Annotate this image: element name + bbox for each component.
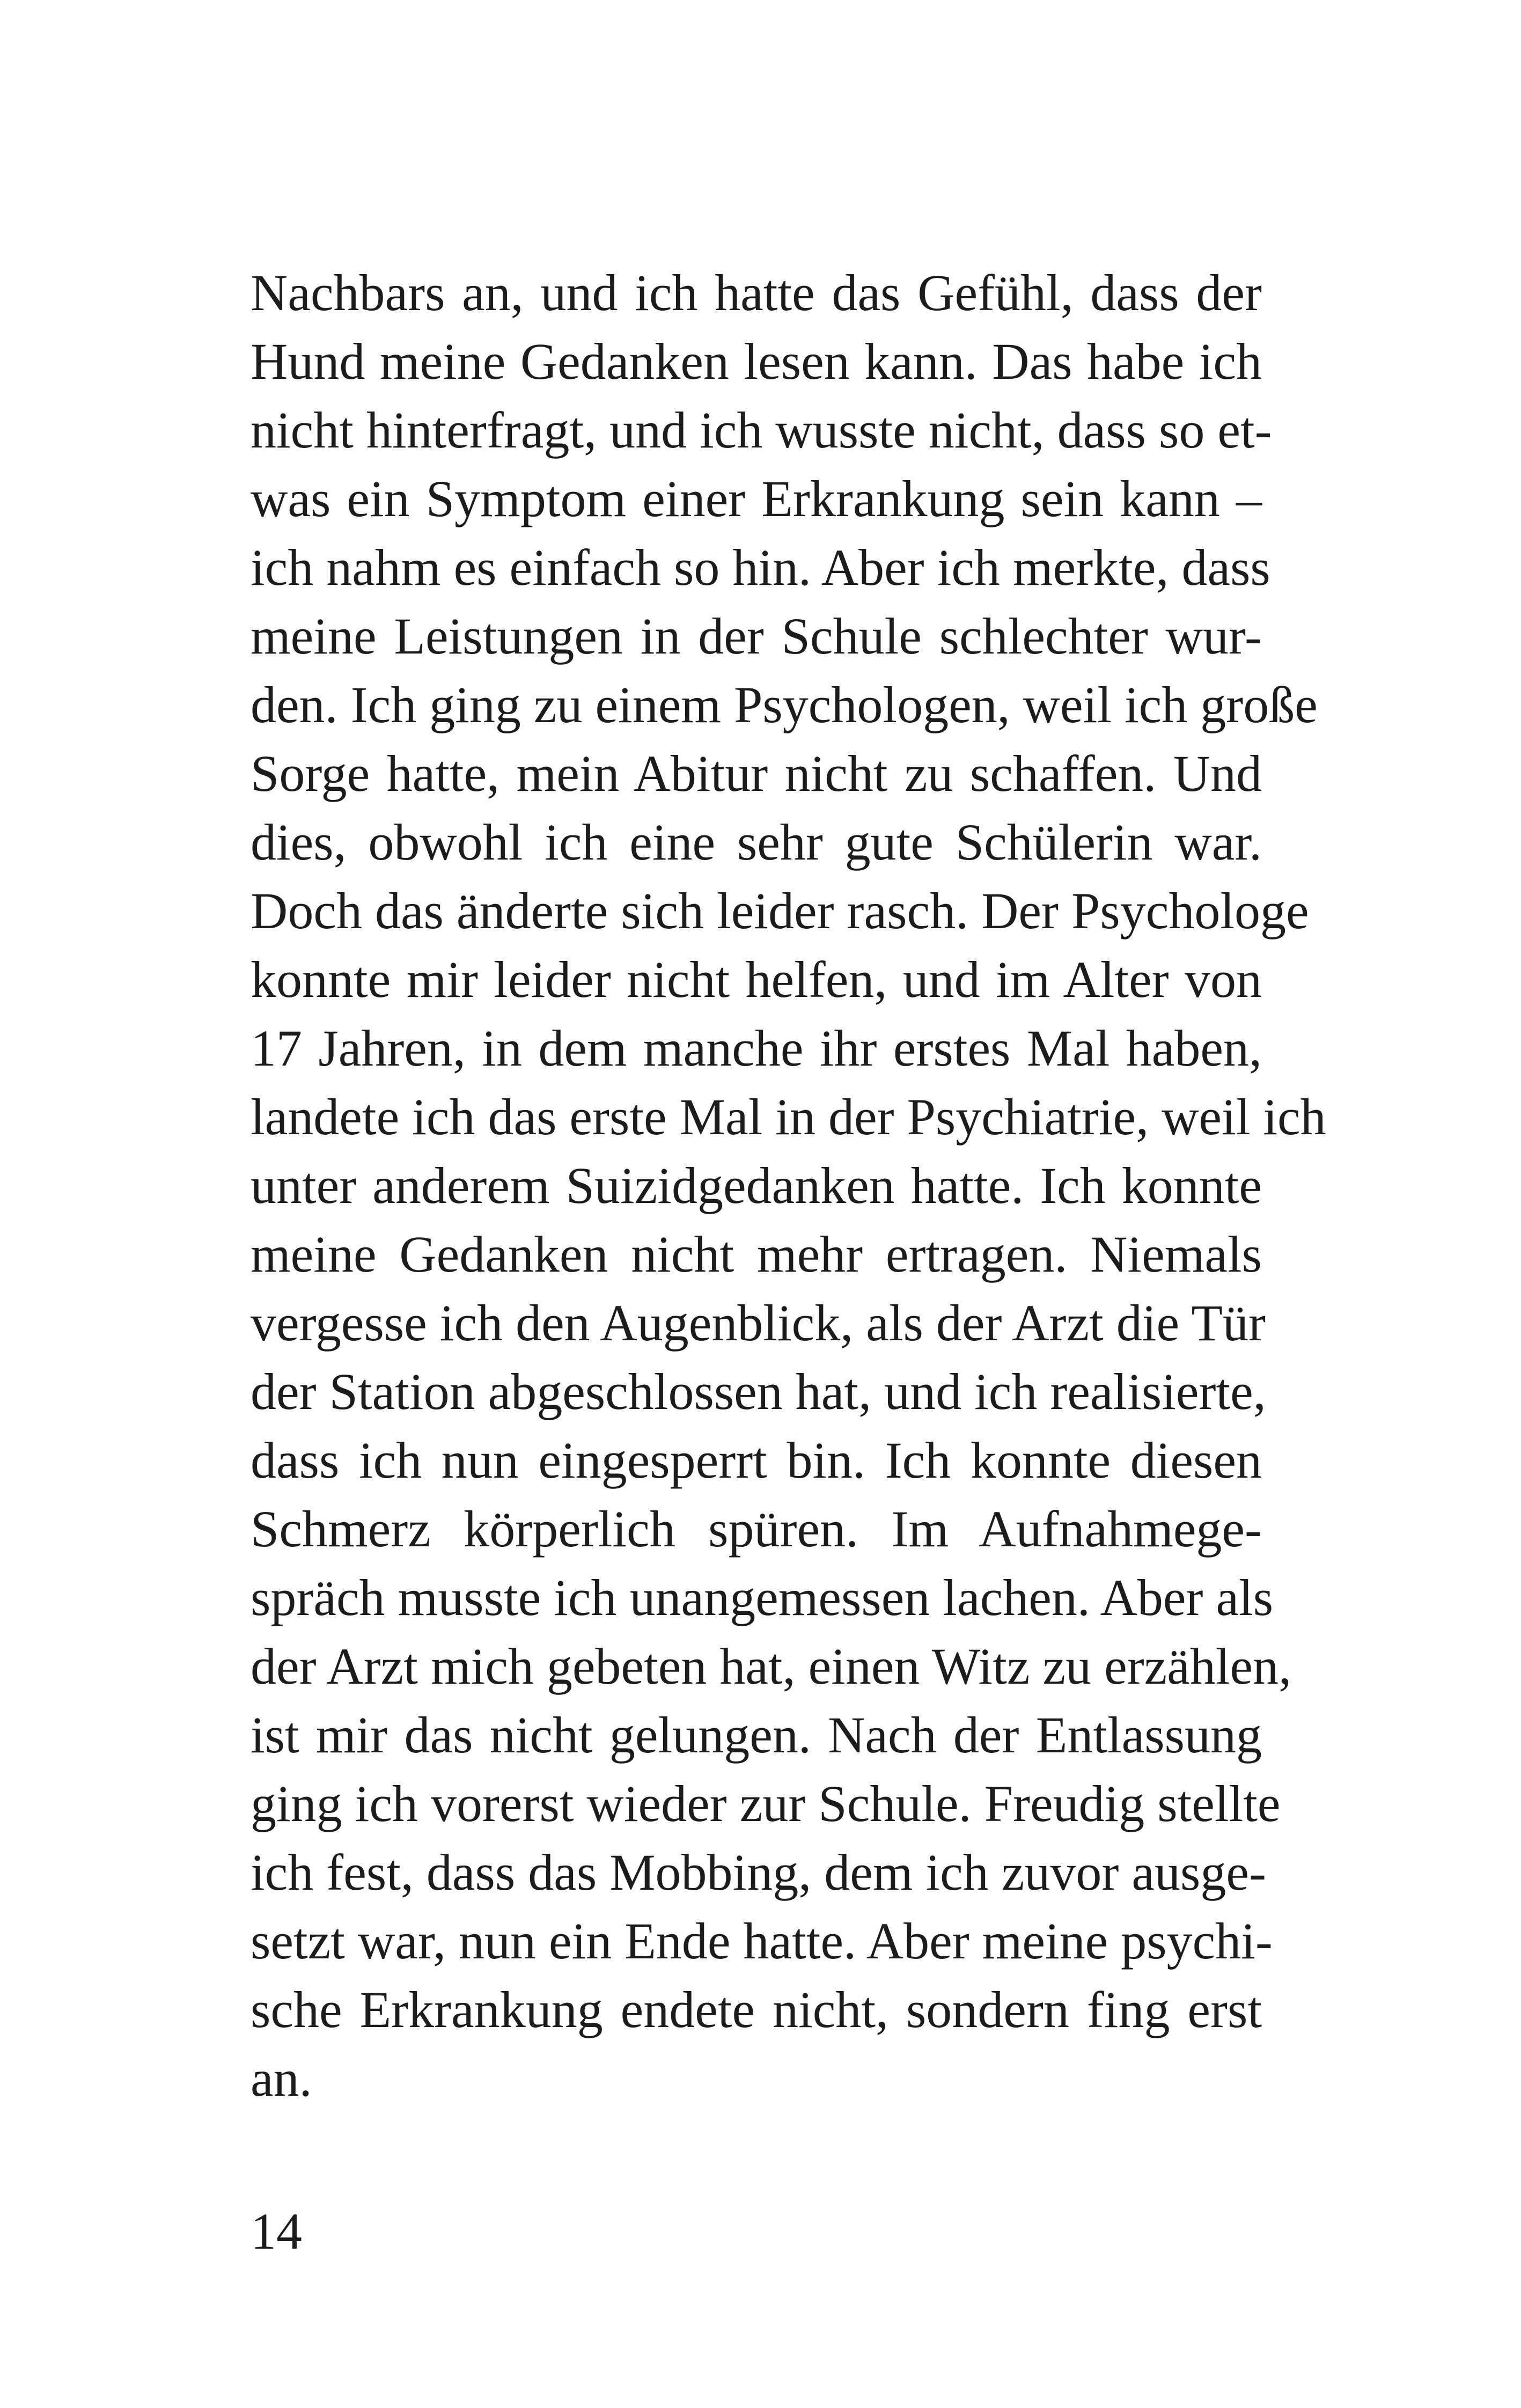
text-line: ging ich vorerst wieder zur Schule. Freudig stellte [251, 1775, 1281, 1832]
text-line: dass ich nun eingesperrt bin. Ich konnte diesen [251, 1431, 1262, 1489]
text-line: Doch das änderte sich leider rasch. Der Psychologe [251, 882, 1309, 939]
text-line: landete ich das erste Mal in der Psychiatrie, weil ich [251, 1088, 1326, 1146]
text-line: dies, obwohl ich eine sehr gute Schülerin war. [251, 813, 1262, 871]
text-line: was ein Symptom einer Erkrankung sein kann – [251, 470, 1262, 527]
text-line: ich nahm es einfach so hin. Aber ich merkte, dass [251, 539, 1270, 596]
text-line: den. Ich ging zu einem Psychologen, weil ich große [251, 676, 1318, 733]
text-line: meine Gedanken nicht mehr ertragen. Niemals [251, 1225, 1262, 1283]
text-line: meine Leistungen in der Schule schlechter wur- [251, 607, 1262, 665]
text-line: Schmerz körperlich spüren. Im Aufnahmege- [251, 1500, 1262, 1558]
text-line: vergesse ich den Augenblick, als der Arzt die Tür [251, 1294, 1266, 1352]
text-line: ich fest, dass das Mobbing, dem ich zuvor ausge- [251, 1844, 1266, 1901]
text-line: setzt war, nun ein Ende hatte. Aber meine psychi- [251, 1912, 1273, 1970]
text-line: spräch musste ich unangemessen lachen. Aber als [251, 1569, 1274, 1626]
body-paragraph [251, 259, 1326, 2113]
text-line: Hund meine Gedanken lesen kann. Das habe ich [251, 333, 1262, 390]
text-line: 17 Jahren, in dem manche ihr erstes Mal haben, [251, 1019, 1262, 1077]
text-line: konnte mir leider nicht helfen, und im Alter von [251, 951, 1262, 1008]
text-line: der Station abgeschlossen hat, und ich realisierte, [251, 1363, 1266, 1420]
text-line: ist mir das nicht gelungen. Nach der Entlassung [251, 1706, 1262, 1764]
text-line: der Arzt mich gebeten hat, einen Witz zu erzählen, [251, 1638, 1292, 1695]
page-number: 14 [251, 2203, 302, 2260]
text-line: unter anderem Suizidgedanken hatte. Ich konnte [251, 1157, 1262, 1214]
text-line: nicht hinterfragt, und ich wusste nicht, dass so et- [251, 401, 1272, 459]
text-line: sche Erkrankung endete nicht, sondern fing erst [251, 1981, 1262, 2038]
text-line-last: an. [251, 2050, 312, 2107]
text-line: Sorge hatte, mein Abitur nicht zu schaffen. Und [251, 745, 1262, 802]
text-line: Nachbars an, und ich hatte das Gefühl, dass der [251, 264, 1262, 321]
